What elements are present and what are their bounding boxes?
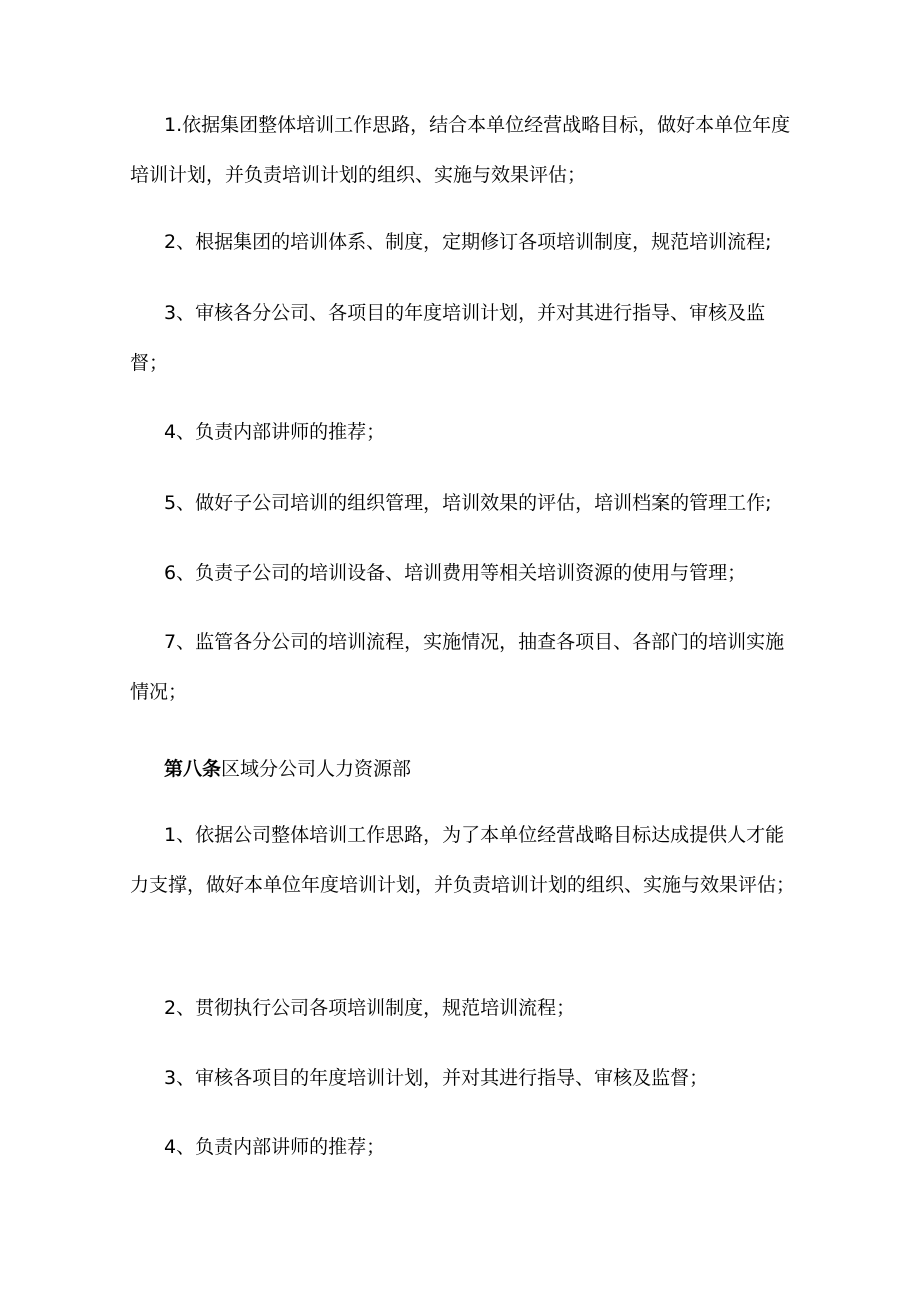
duty-item-a6: 6、负责子公司的培训设备、培训费用等相关培训资源的使用与管理； [164,562,747,584]
duty-item-b1: 1、依据公司整体培训工作思路，为了本单位经营战略目标达成提供人才能力支撑，做好本单位年度培训计划，并负责培训计划的组织、实施与效果评估； [130,824,796,896]
duty-item-a4: 4、负责内部讲师的推荐； [164,421,386,443]
duty-item-a2: 2、根据集团的培训体系、制度，定期修订各项培训制度，规范培训流程; [164,231,772,253]
article-number: 第八条 [164,758,222,780]
duty-item-b4: 4、负责内部讲师的推荐； [164,1136,386,1158]
duty-item-a5: 5、做好子公司培训的组织管理，培训效果的评估，培训档案的管理工作; [164,492,772,514]
article-title: 区域分公司人力资源部 [221,758,412,780]
duty-item-a3: 3、审核各分公司、各项目的年度培训计划，并对其进行指导、审核及监督； [130,302,766,374]
duty-item-a1: 1.依据集团整体培训工作思路，结合本单位经营战略目标，做好本单位年度培训计划，并负责培训计划的组织、实施与效果评估； [130,114,791,186]
duty-item-a7: 7、监管各分公司的培训流程，实施情况，抽查各项目、各部门的培训实施情况； [130,631,785,703]
duty-item-b2: 2、贯彻执行公司各项培训制度，规范培训流程； [164,997,576,1019]
article-heading [130,744,795,794]
duty-item-b3: 3、审核各项目的年度培训计划，并对其进行指导、审核及监督； [164,1067,709,1089]
